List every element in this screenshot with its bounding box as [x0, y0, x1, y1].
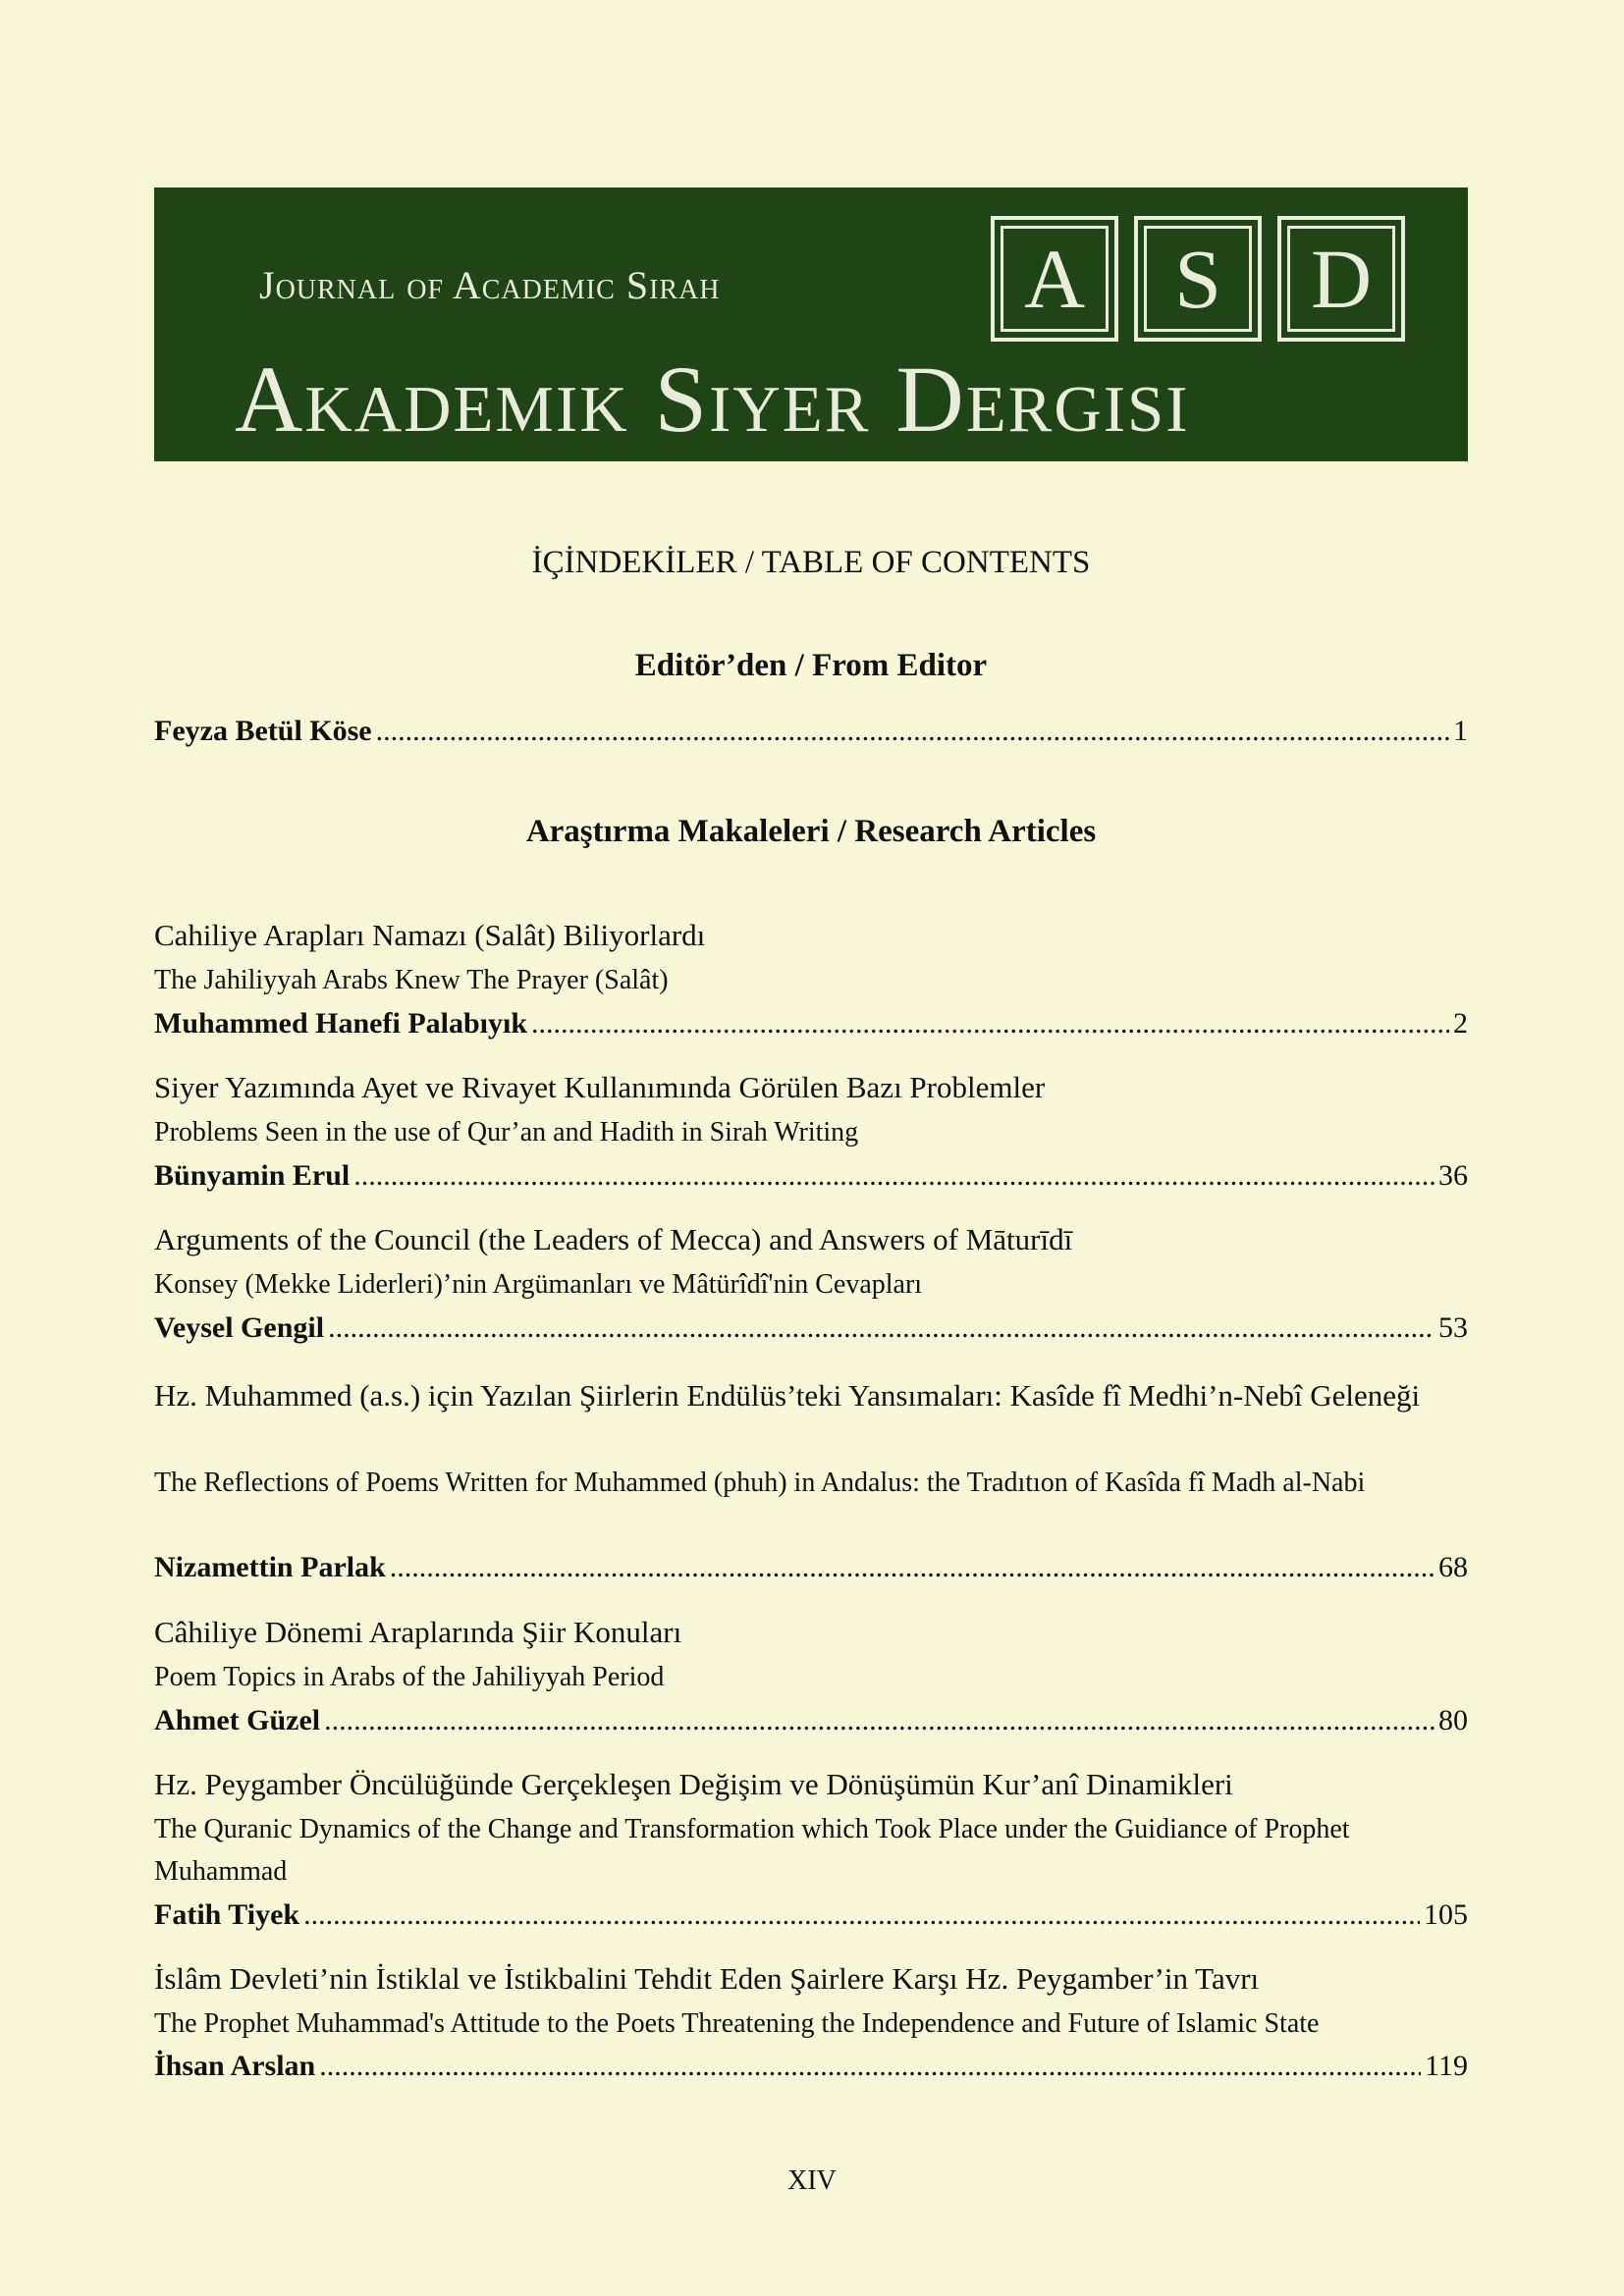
article-2-tr-title: Siyer Yazımında Ayet ve Rivayet Kullanımında Görülen Bazı Problemler [154, 1070, 1046, 1104]
article-6-entry[interactable] [154, 1898, 1468, 1932]
entry-page: 2 [1453, 1007, 1468, 1040]
leader-dots [390, 1551, 1435, 1584]
article-1-en-title: The Jahiliyyah Arabs Knew The Prayer (Salât) [154, 965, 669, 995]
article-7-tr-title: İslâm Devleti’nin İstiklal ve İstikbalini Tehdit Eden Şairlere Karşı Hz. Peygamber’in Tavrı [154, 1961, 1260, 1996]
entry-page: 36 [1438, 1159, 1468, 1192]
article-3-entry[interactable] [154, 1311, 1468, 1345]
entry-author: Bünyamin Erul [154, 1159, 351, 1192]
journal-subtitle: Journal of Academic Sirah [259, 263, 721, 307]
entry-author: Veysel Gengil [154, 1311, 325, 1344]
leader-dots [303, 1898, 1420, 1932]
article-3-en-title: Konsey (Mekke Liderleri)’nin Argümanları ve Mâtürîdî'nin Cevapları [154, 1269, 923, 1300]
leader-dots [319, 2050, 1421, 2083]
entry-page: 53 [1438, 1311, 1468, 1344]
entry-author: Nizamettin Parlak [154, 1551, 386, 1583]
leader-dots [328, 1311, 1435, 1345]
entry-page: 68 [1438, 1551, 1468, 1583]
article-4-entry[interactable] [154, 1551, 1468, 1584]
article-5-entry[interactable] [154, 1704, 1468, 1737]
leader-dots [531, 1007, 1449, 1041]
toc-heading: İÇİNDEKİLER / TABLE OF CONTENTS [531, 545, 1091, 580]
leader-dots [376, 715, 1449, 748]
entry-page: 80 [1438, 1704, 1468, 1736]
article-7-en-title: The Prophet Muhammad's Attitude to the Poets Threatening the Independence and Future of Islamic State [154, 2008, 1320, 2039]
article-7-entry[interactable] [154, 2050, 1468, 2083]
article-5-tr-title: Câhiliye Dönemi Araplarında Şiir Konuları [154, 1615, 682, 1649]
entry-author: Feyza Betül Köse [154, 715, 372, 747]
journal-title: Akademik Siyer Dergisi [235, 347, 1190, 452]
research-section-heading: Araştırma Makaleleri / Research Articles [525, 814, 1097, 849]
journal-logo [991, 216, 1405, 342]
article-6-en-title: The Quranic Dynamics of the Change and Transformation which Took Place under the Guidiance of Prophet Muhammad [154, 1814, 1350, 1887]
entry-page: 1 [1453, 715, 1468, 747]
journal-banner [154, 187, 1468, 461]
editor-section-heading: Editör’den / From Editor [634, 648, 988, 683]
article-3-tr-title: Arguments of the Council (the Leaders of Mecca) and Answers of Māturīdī [154, 1222, 1073, 1256]
entry-page: 119 [1425, 2050, 1468, 2082]
logo-letter-d: D [1277, 216, 1405, 342]
entry-author: Ahmet Güzel [154, 1704, 321, 1736]
article-1-entry[interactable] [154, 1007, 1468, 1041]
article-2-en-title: Problems Seen in the use of Qur’an and Hadith in Sirah Writing [154, 1117, 859, 1148]
logo-letter-a: A [991, 216, 1118, 342]
leader-dots [324, 1704, 1435, 1737]
leader-dots [353, 1159, 1435, 1193]
page-number: XIV [787, 2165, 837, 2196]
entry-author: Fatih Tiyek [154, 1898, 300, 1931]
editor-entry[interactable] [154, 715, 1468, 748]
article-6-tr-title: Hz. Peygamber Öncülüğünde Gerçekleşen Değişim ve Dönüşümün Kur’anî Dinamikleri [154, 1767, 1233, 1801]
entry-author: Muhammed Hanefi Palabıyık [154, 1007, 528, 1040]
article-4-tr-title: Hz. Muhammed (a.s.) için Yazılan Şiirlerin Endülüs’teki Yansımaları: Kasîde fî Medhi’n-Nebî Geleneği [154, 1378, 1421, 1413]
article-2-entry[interactable] [154, 1159, 1468, 1193]
entry-author: İhsan Arslan [154, 2050, 316, 2082]
article-1-tr-title: Cahiliye Arapları Namazı (Salât) Biliyorlardı [154, 918, 706, 952]
article-4-en-title: The Reflections of Poems Written for Muhammed (phuh) in Andalus: the Tradıtıon of Kasîda fî Madh al-Nabi [154, 1468, 1366, 1498]
logo-letter-s: S [1134, 216, 1262, 342]
article-5-en-title: Poem Topics in Arabs of the Jahiliyyah Period [154, 1662, 665, 1692]
entry-page: 105 [1424, 1898, 1468, 1931]
